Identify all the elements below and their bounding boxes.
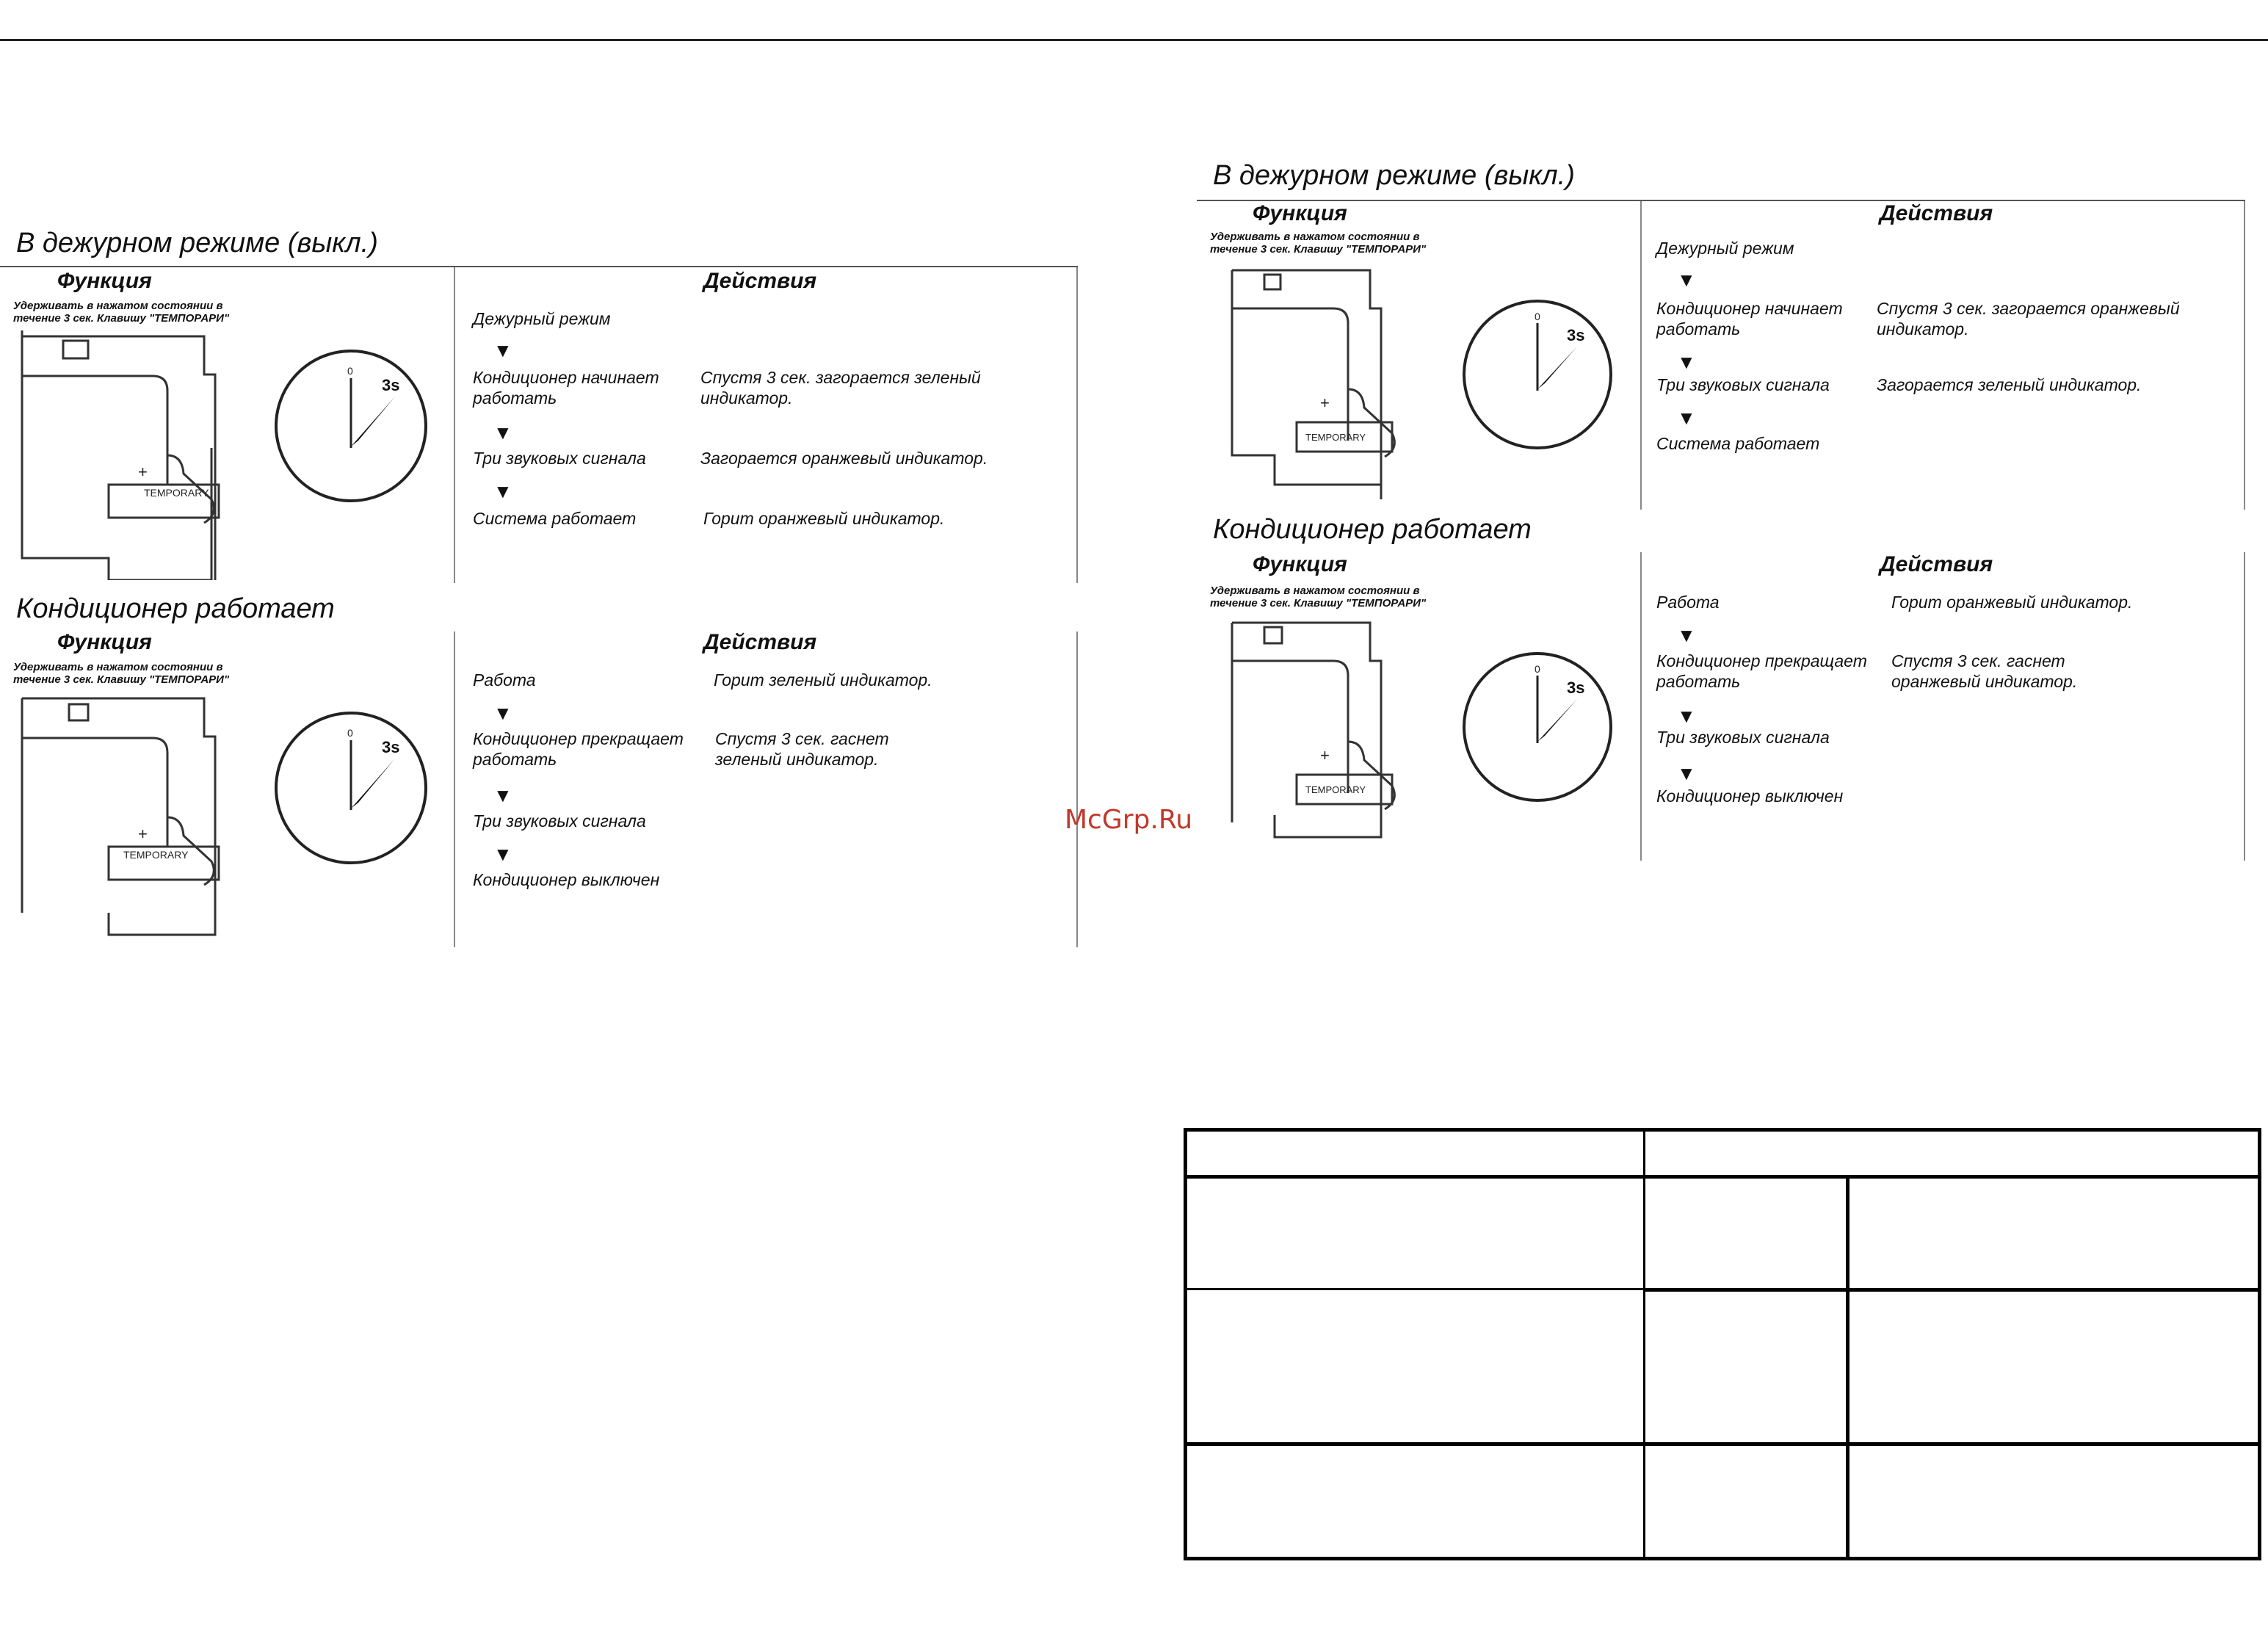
watermark: McGrp.Ru [1065,805,1193,835]
result-2: Спустя 3 сек. загорается оранжевый индикатор. [1877,299,2180,339]
section-title: Кондиционер работает [1213,514,1532,545]
actions-header: Действия [703,269,817,293]
timer-label: 3s [1567,679,1585,697]
button-label: TEMPORARY [123,849,189,861]
timer-label: 3s [1567,326,1585,344]
section-left-standby [0,220,1079,587]
column-divider [1640,201,1642,510]
table-border [1184,1557,2261,1560]
arrow-down-icon: ▼ [1677,269,1696,291]
button-label: TEMPORARY [1305,432,1366,443]
step-3: Три звуковых сигнала [473,811,646,831]
function-header: Функция [1253,552,1347,576]
step-1: Дежурный режим [1656,239,1794,258]
section-left-running [0,593,1079,946]
actions-header: Действия [703,630,817,654]
svg-text:+: + [138,825,148,843]
table-row-divider [1184,1175,2261,1179]
table-row-divider [1184,1442,2261,1446]
unit-illustration [1223,617,1634,859]
result-1: Горит оранжевый индикатор. [1891,593,2133,612]
section-right-running [1197,514,2247,866]
result-4: Горит оранжевый индикатор. [703,509,945,528]
arrow-down-icon: ▼ [493,480,512,502]
arrow-down-icon: ▼ [1677,705,1696,727]
right-edge [1076,632,1078,947]
step-1: Дежурный режим [473,309,611,328]
column-divider [454,267,455,583]
svg-text:0: 0 [347,727,353,739]
step-2: Кондиционер прекращает работать [473,729,684,769]
section-rule [1197,200,2245,201]
top-rule [0,39,2268,41]
function-header: Функция [57,269,152,293]
step-3: Три звуковых сигнала [473,449,646,468]
svg-text:+: + [1320,394,1330,412]
step-2: Кондиционер начинает работать [473,368,659,408]
section-title: В дежурном режиме (выкл.) [1213,160,1575,191]
table-row-divider [1645,1288,2261,1292]
column-divider [454,632,455,947]
result-1: Горит зеленый индикатор. [714,670,932,690]
svg-text:0: 0 [1535,663,1540,675]
step-4: Система работает [473,509,637,528]
svg-text:+: + [1320,746,1330,764]
timer-label: 3s [382,738,400,756]
function-header: Функция [57,630,152,654]
result-3: Загорается оранжевый индикатор. [700,449,988,468]
step-3: Три звуковых сигнала [1656,728,1830,747]
function-note: Удерживать в нажатом состоянии в течение 3 сек. Клавишу "ТЕМПОРАРИ" [13,300,230,325]
step-2: Кондиционер начинает работать [1656,299,1843,339]
table-border [1184,1128,1187,1560]
step-2: Кондиционер прекращает работать [1656,651,1867,691]
arrow-down-icon: ▼ [493,784,512,806]
result-3: Загорается зеленый индикатор. [1877,375,2142,394]
arrow-down-icon: ▼ [493,421,512,444]
step-4: Система работает [1656,434,1820,453]
timer-label: 3s [382,376,400,394]
empty-table [1184,1128,2263,1561]
button-label: TEMPORARY [1305,784,1366,795]
step-1: Работа [473,670,536,690]
column-divider [1640,552,1642,861]
step-4: Кондиционер выключен [473,870,660,889]
function-header: Функция [1253,201,1347,225]
table-border [1184,1128,2261,1132]
section-right-standby [1197,154,2247,507]
section-title: Кондиционер работает [16,593,335,624]
actions-header: Действия [1880,201,1993,225]
svg-text:0: 0 [1535,311,1540,322]
unit-illustration [1223,264,1634,507]
arrow-down-icon: ▼ [1677,351,1696,373]
result-2: Спустя 3 сек. загорается зеленый индикатор. [700,368,981,408]
right-edge [2244,201,2245,510]
table-row-divider [1184,1288,1645,1290]
section-rule [0,266,1078,267]
step-1: Работа [1656,593,1720,612]
function-note: Удерживать в нажатом состоянии в течение 3 сек. Клавишу "ТЕМПОРАРИ" [1210,231,1427,256]
button-label: TEMPORARY [144,487,209,499]
svg-text:0: 0 [347,365,353,377]
arrow-down-icon: ▼ [1677,407,1696,429]
unit-illustration [13,692,454,942]
arrow-down-icon: ▼ [493,702,512,724]
svg-text:+: + [138,463,148,481]
result-2: Спустя 3 сек. гаснет оранжевый индикатор. [1891,651,2078,691]
table-border [2258,1128,2261,1560]
step-4: Кондиционер выключен [1656,786,1844,806]
actions-header: Действия [1880,552,1993,576]
unit-illustration [13,330,454,580]
arrow-down-icon: ▼ [493,843,512,865]
table-column-divider [1846,1175,1849,1560]
arrow-down-icon: ▼ [493,339,512,361]
right-edge [1076,267,1078,583]
function-note: Удерживать в нажатом состоянии в течение 3 сек. Клавишу "ТЕМПОРАРИ" [1210,585,1427,609]
section-title: В дежурном режиме (выкл.) [16,228,378,258]
arrow-down-icon: ▼ [1677,624,1696,646]
result-2: Спустя 3 сек. гаснет зеленый индикатор. [715,729,889,769]
arrow-down-icon: ▼ [1677,762,1696,784]
step-3: Три звуковых сигнала [1656,375,1830,394]
function-note: Удерживать в нажатом состоянии в течение 3 сек. Клавишу "ТЕМПОРАРИ" [13,661,230,686]
table-column-divider [1643,1128,1645,1560]
right-edge [2244,552,2245,861]
